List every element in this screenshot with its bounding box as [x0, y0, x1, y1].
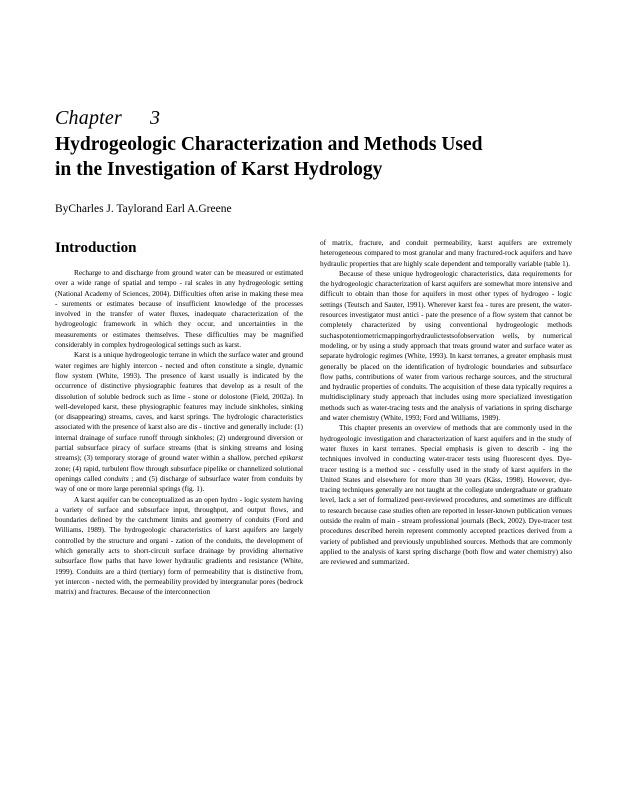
author-byline: ByCharles J. Taylorand Earl A.Greene — [55, 203, 232, 215]
paragraph: Recharge to and discharge from ground water can be measured or estimated over a wide range of spatial and tempo - ral scales in any hydrogeologic setting (National Academy of Sciences, 2004). Difficulties often arise in making these mea - surements or estimates because of insufficient knowledge of the processes involved in the transfer of water fluxes, inadequate characterization of the hydrogeologic framework in which they occur, and uncertainties in the measurements or estimates themselves. These difficulties may be magnified considerably in complex hydrogeological settings such as karst. — [55, 268, 303, 350]
emphasis-term: epikarst — [279, 453, 303, 463]
right-text-column — [320, 238, 572, 758]
chapter-title-line: Hydrogeologic Characterization and Methods Used — [55, 134, 483, 155]
chapter-title — [55, 132, 525, 182]
paragraph-text: ; and (5) discharge of subsurface water from conduits by way of one or more large perennial springs (fig. 1). — [55, 473, 303, 494]
left-text-column — [55, 268, 303, 758]
chapter-number: 3 — [149, 107, 161, 129]
paragraph — [55, 350, 303, 494]
chapter-title-line: in the Investigation of Karst Hydrology — [55, 159, 383, 180]
paragraph: of matrix, fracture, and conduit permeability, karst aquifers are extremely heterogeneous compared to most granular and many fractured-rock aquifers and have hydraulic properties that are highly scale dependent and temporally variable (table 1). — [320, 238, 572, 268]
paragraph: A karst aquifer can be conceptualized as an open hydro - logic system having a variety of surface and subsurface input, throughput, and output flows, and boundaries defined by the catchment limits and geometry of conduits (Ford and Williams, 1989). The hydrogeologic characteristics of karst aquifers are largely controlled by the structure and organi - zation of the conduits, the development of which generally acts to short-circuit surface drainage by providing alternative subsurface flow paths that have lower hydraulic gradients and resistance (White, 1999). Conduits are a third (tertiary) form of permeability that is distinctive from, yet intercon - nected with, the permeability provided by intergranular pores (bedrock matrix) and fractures. Because of the interconnection — [55, 494, 303, 597]
paragraph-text: zone; (4) rapid, turbulent flow through subsurface pipelike or channelized solutional openings called — [55, 463, 303, 483]
paragraph-text: Karst is a unique hydrogeologic terrane in which the surface water and ground water regimes are highly intercon - nected and often constitute a single, dynamic flow system (White, 1993). The presence of karst usually is indicated by the occurrence of distinctive physiographic features that develop as a result of the dissolution of soluble bedrock such as lime - stone or dolostone (Field, 2002a). In well-developed karst, these physiographic features may include sinkholes, sinking (or disappearing) streams, caves, and karst springs. The hydrologic characteristics associated with the presence of karst also are dis - tinctive and generally include: (1) internal drainage of surface runoff through sinkholes; (2) underground diversion or partial subsurface piracy of surface streams (that is sinking streams and losing streams); (3) temporary storage of ground water within a shallow, perched — [55, 350, 303, 463]
emphasis-term: conduits — [103, 473, 129, 483]
paragraph: This chapter presents an overview of methods that are commonly used in the hydrogeologic investigation and characterization of karst aquifers and in the study of water fluxes in karst terranes. Special emphasis is given to describ - ing the techniques involved in conducting water-tracer tests using fluorescent dyes. Dye-tracer testing is a method suc - cessfully used in the study of karst aquifers in the United States and elsewhere for more than 30 years (Käss, 1998). However, dye-tracing techniques generally are not taught at the collegiate undergraduate or graduate level, lack a set of formalized peer-reviewed procedures, and sometimes are difficult to research because case studies often are reported in lesser-known publication venues outside the realm of main - stream professional journals (Beck, 2002). Dye-tracer test procedures described herein represent commonly accepted practices derived from a variety of published and previously unpublished sources. Methods that are commonly applied to the analysis of karst spring discharge (both flow and water chemistry) also are reviewed and summarized. — [320, 423, 572, 567]
section-heading-introduction: Introduction — [55, 240, 137, 256]
chapter-label — [55, 107, 160, 130]
paragraph: Because of these unique hydrogeologic characteristics, data requirements for the hydrogeologic characterization of karst aquifers are somewhat more intensive and difficult to obtain than those for aquifers in most other types of hydrogeo - logic settings (Teutsch and Sauter, 1991). Wherever karst fea - tures are present, the water-resources investigator must antici - pate the presence of a flow system that cannot be completely characterized by using conventional hydrogeologic methods suchaspotentiometricmappingorhydraulictestsofobservation wells, by numerical modeling, or by using a study approach that treats ground water and surface water as separate hydrologic regimes (White, 1993). In karst terranes, a greater emphasis must generally be placed on the identification of hydrologic boundaries and subsurface flow paths, contributions of water from various recharge sources, and the structural and hydraulic properties of conduits. The acquisition of these data typically requires a multidisciplinary study approach that includes using more specialized investigation methods such as water-tracing tests and the analysis of variations in spring discharge and water chemistry (White, 1993; Ford and Williams, 1989). — [320, 268, 572, 423]
chapter-word: Chapter — [55, 107, 122, 129]
